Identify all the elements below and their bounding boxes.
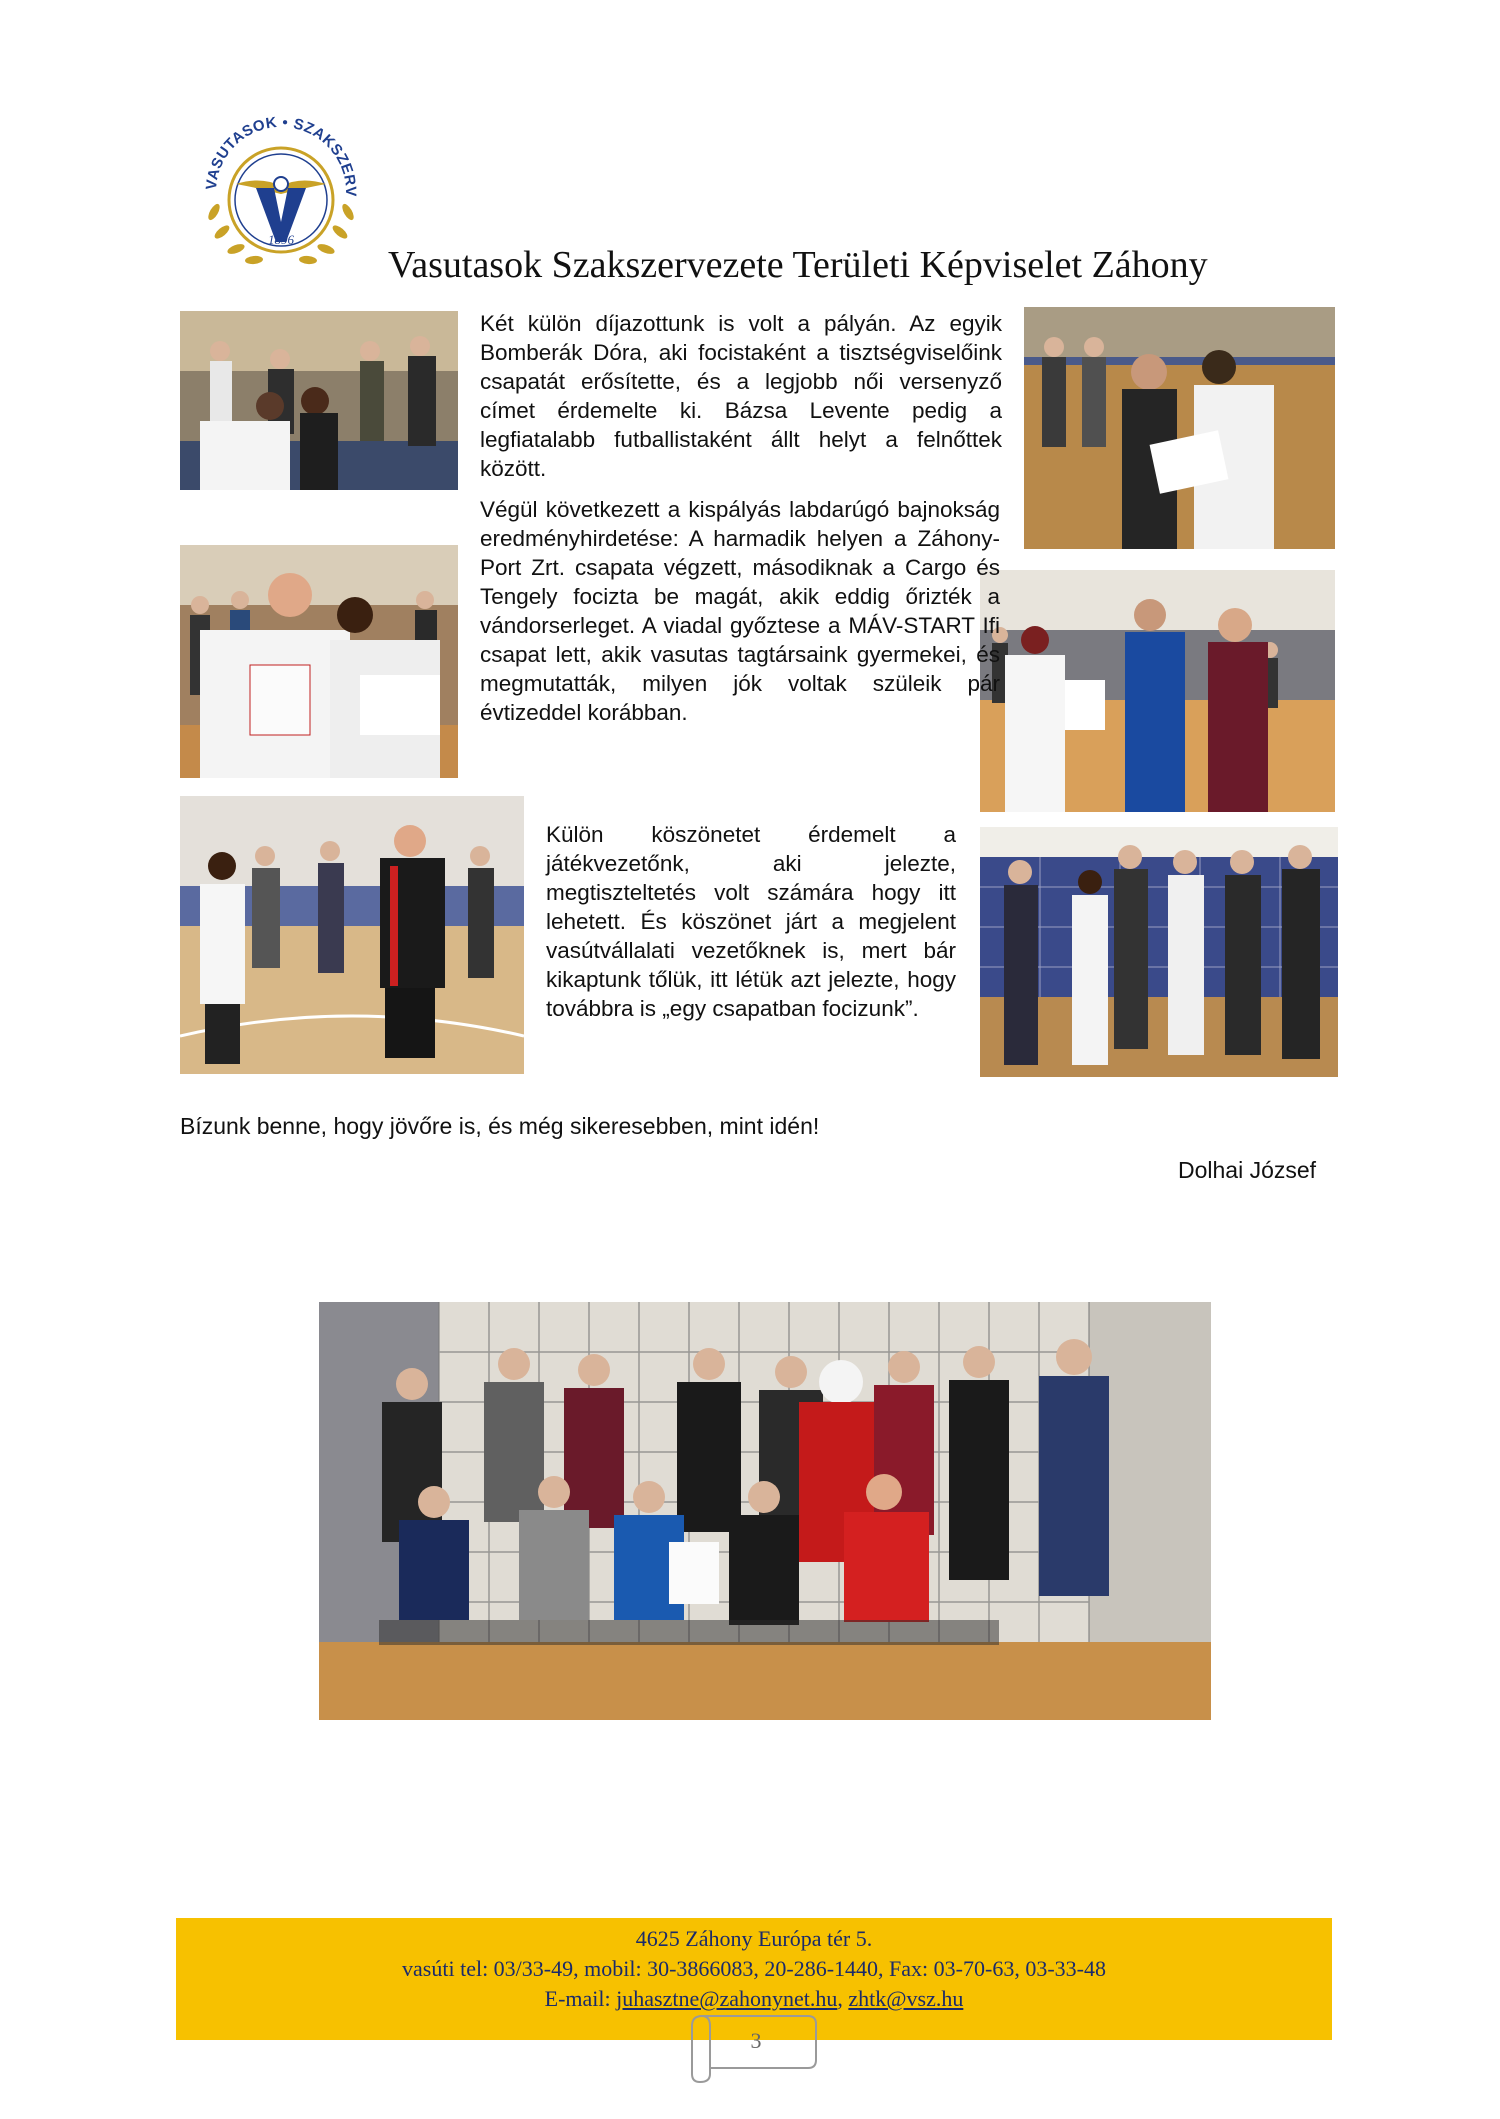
closing-sentence: Bízunk benne, hogy jövőre is, és még sikeresebben, mint idén! xyxy=(180,1113,820,1139)
article-paragraph-thanks: Külön köszönetet érdemelt a játékvezetőnk, aki jelezte, megtiszteltetés volt számára hogy itt lehetett. És köszönet járt a megjelent vasútvállalati vezetőknek is, mert bár kikaptunk tőlük, itt létük azt jelezte, hogy továbbra is „egy csapatban focizunk”. xyxy=(546,822,956,1021)
page-title: Vasutasok Szakszervezete Területi Képviselet Záhony xyxy=(388,244,1208,286)
photo-company-leaders xyxy=(980,827,1338,1077)
article-column-bottom xyxy=(546,820,956,1035)
logo-year: 1896 xyxy=(268,232,294,247)
photo-referee xyxy=(180,796,524,1074)
author-name: Dolhai József xyxy=(1178,1157,1317,1183)
footer-email-separator: , xyxy=(837,1986,843,2011)
email-link-zhtk[interactable]: zhtk@vsz.hu xyxy=(848,1986,964,2011)
page-number-scroll xyxy=(688,2008,824,2086)
photo-award-handshake xyxy=(980,570,1335,812)
article-column-top xyxy=(480,309,1002,727)
logo-ring-text: VASUTASOK • SZAKSZERV xyxy=(202,113,360,197)
union-logo xyxy=(186,92,376,282)
footer-address: 4625 Záhony Európa tér 5. xyxy=(635,1926,873,1951)
photo-winning-team xyxy=(319,1302,1211,1720)
photo-award-kiss xyxy=(180,311,458,490)
email-link-juhasztne[interactable]: juhasztne@zahonynet.hu xyxy=(616,1986,838,2011)
photo-award-boy xyxy=(1024,307,1335,549)
footer-phone: vasúti tel: 03/33-49, mobil: 30-3866083, 20-286-1440, Fax: 03-70-63, 03-33-48 xyxy=(402,1956,1106,1981)
photo-award-certificate xyxy=(180,545,458,778)
article-paragraph-special-awards: Két külön díjazottunk is volt a pályán. Az egyik Bomberák Dóra, aki focistaként a tisztségviselőink csapatát erősítette, és a legjobb női versenyző címet érdemelte ki. Bázsa Levente pedig a legfiatalabb futballistaként állt helyt a felnőttek között. xyxy=(480,311,1002,481)
union-logo-emblem xyxy=(186,92,376,282)
page-number: 3 xyxy=(750,2028,762,2053)
article-paragraph-results: Végül következett a kispályás labdarúgó bajnokság eredményhirdetése: A harmadik helyen a Záhony-Port Zrt. csapata végzett, másodiknak a Cargo és Tengely focizta be magát, akik eddig őrizték a vándorserleget. A viadal győztese a MÁV-START Ifi csapat lett, akik vasutas tagtársaink gyermekei, és megmutatták, milyen jók voltak szüleik pár évtizeddel korábban. xyxy=(480,497,1000,725)
footer-email-label: E-mail: xyxy=(544,1986,611,2011)
